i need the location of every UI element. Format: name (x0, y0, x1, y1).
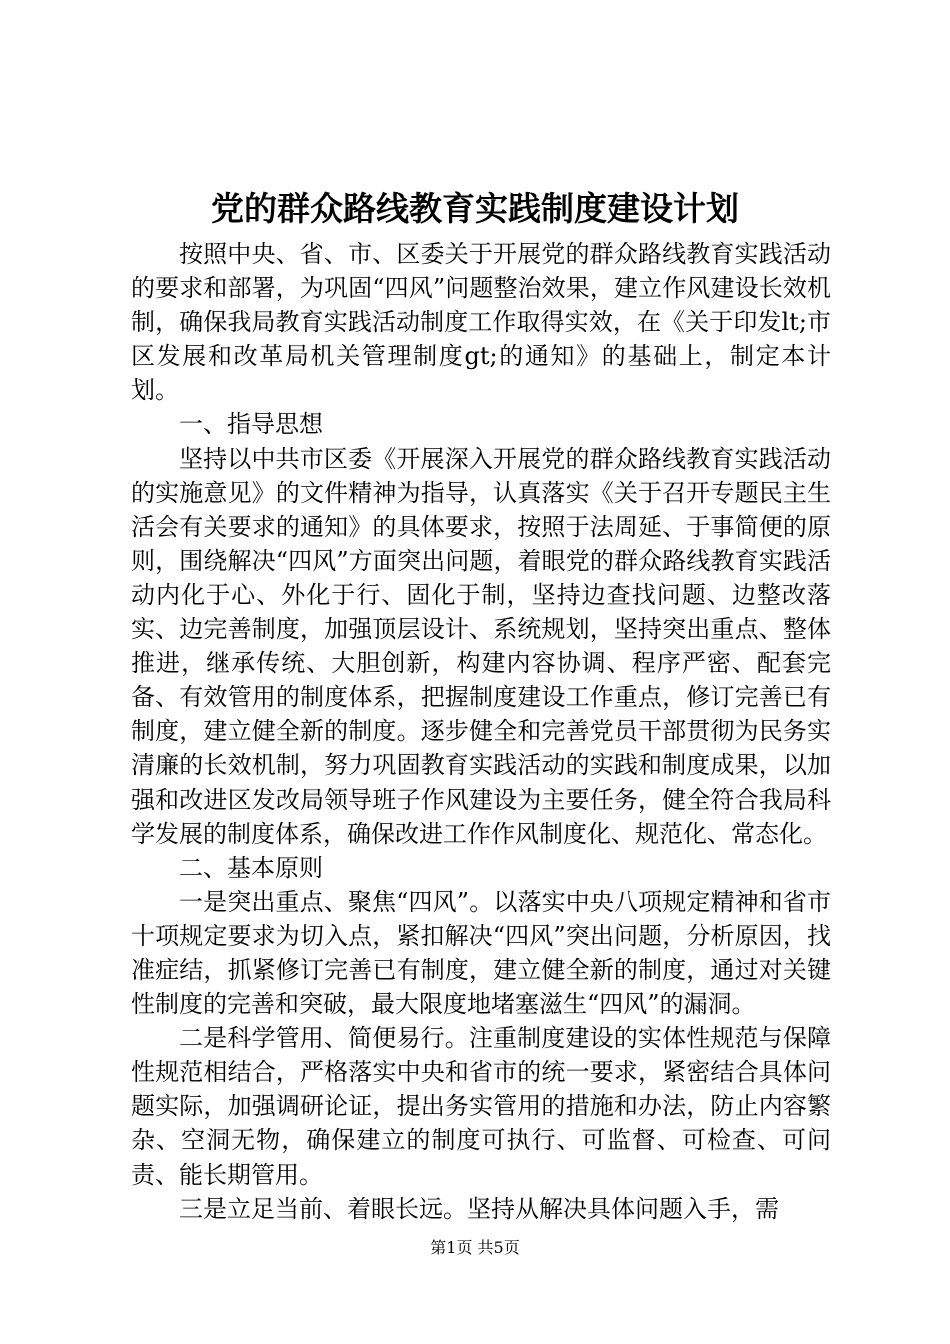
document-body (131, 237, 831, 1226)
paragraph-guiding-thought: 坚持以中共市区委《开展深入开展党的群众路线教育实践活动的实施意见》的文件精神为指导，认真落实《关于召开专题民主生活会有关要求的通知》的具体要求，按照于法周延、于事简便的原则，围绕解决“四风”方面突出问题，着眼党的群众路线教育实践活动内化于心、外化于行、固化于制，坚持边查找问题、边整改落实、边完善制度，加强顶层设计、系统规划，坚持突出重点、整体推进，继承传统、大胆创新，构建内容协调、程序严密、配套完备、有效管用的制度体系，把握制度建设工作重点，修订完善已有制度，建立健全新的制度。逐步健全和完善党员干部贯彻为民务实清廉的长效机制，努力巩固教育实践活动的实践和制度成果，以加强和改进区发改局领导班子作风建设为主要任务，健全符合我局科学发展的制度体系，确保改进工作作风制度化、规范化、常态化。 (131, 444, 831, 848)
paragraph-principle-2: 二是科学管用、简便易行。注重制度建设的实体性规范与保障性规范相结合，严格落实中央和省市的统一要求，紧密结合具体问题实际，加强调研论证，提出务实管用的措施和办法，防止内容繁杂、空洞无物，确保建立的制度可执行、可监督、可检查、可问责、能长期管用。 (131, 1024, 831, 1189)
page-footer: 第1页 共5页 (430, 1238, 520, 1257)
section-heading-basic-principles: 二、基本原则 (179, 853, 323, 882)
document-title: 党的群众路线教育实践制度建设计划 (211, 189, 739, 228)
paragraph-principle-1: 一是突出重点、聚焦“四风”。以落实中央八项规定精神和省市十项规定要求为切入点，紧扣解决“四风”突出问题，分析原因，找准症结，抓紧修订完善已有制度，建立健全新的制度，通过对关键性制度的完善和突破，最大限度地堵塞滋生“四风”的漏洞。 (131, 887, 831, 1019)
paragraph-intro: 按照中央、省、市、区委关于开展党的群众路线教育实践活动的要求和部署，为巩固“四风”问题整治效果，建立作风建设长效机制，确保我局教育实践活动制度工作取得实效，在《关于印发lt;市区发展和改革局机关管理制度gt;的通知》的基础上，制定本计划。 (131, 240, 831, 405)
paragraph-principle-3: 三是立足当前、着眼长远。坚持从解决具体问题入手，需 (179, 1194, 779, 1223)
section-heading-guiding-thought: 一、指导思想 (179, 410, 323, 439)
